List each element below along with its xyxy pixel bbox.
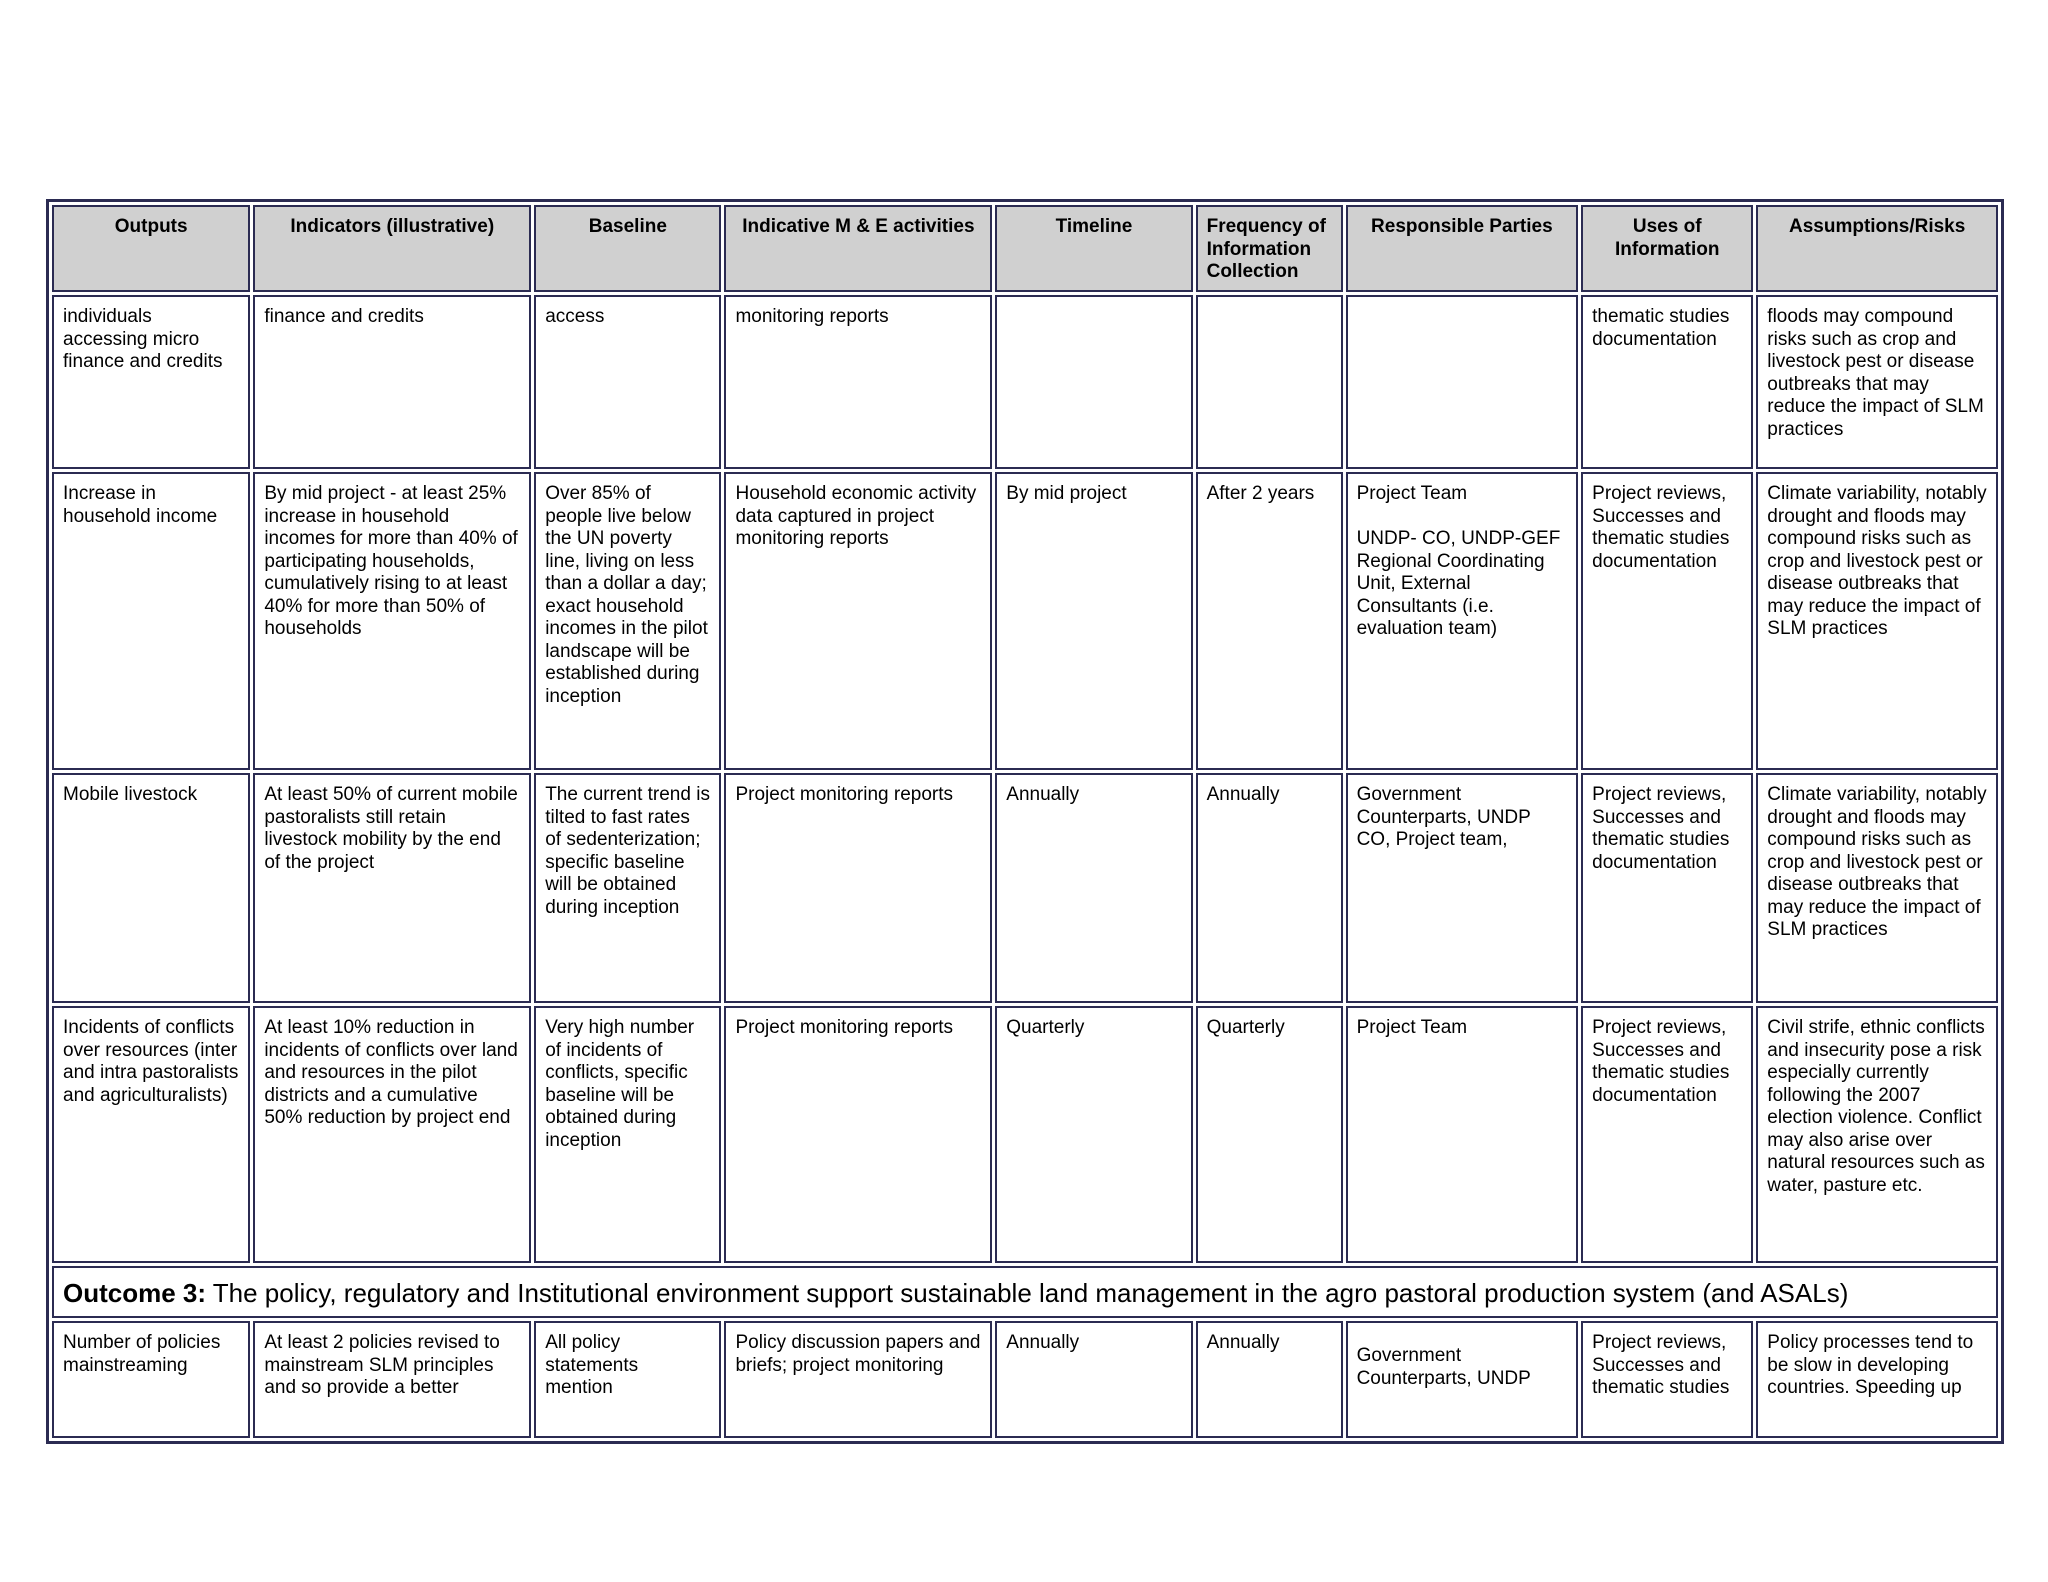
header-indicators: Indicators (illustrative) bbox=[253, 205, 531, 292]
header-uses-of-information: Uses of Information bbox=[1581, 205, 1753, 292]
cell-me-activity: Project monitoring reports bbox=[724, 773, 992, 1003]
cell-output: Number of policies mainstreaming bbox=[52, 1321, 250, 1438]
cell-me-activity: Household economic activity data captured in project monitoring reports bbox=[724, 472, 992, 770]
cell-indicator: finance and credits bbox=[253, 295, 531, 469]
outcome-cell bbox=[52, 1266, 1998, 1318]
header-baseline: Baseline bbox=[534, 205, 721, 292]
cell-me-activity: Policy discussion papers and briefs; project monitoring bbox=[724, 1321, 992, 1438]
cell-me-activity: Project monitoring reports bbox=[724, 1006, 992, 1263]
cell-me-activity: monitoring reports bbox=[724, 295, 992, 469]
cell-assumptions: floods may compound risks such as crop and livestock pest or disease outbreaks that may reduce the impact of SLM practices bbox=[1756, 295, 1998, 469]
outcome-label: Outcome 3: bbox=[63, 1278, 207, 1308]
table-row bbox=[52, 1321, 1998, 1438]
cell-output: Incidents of conflicts over resources (inter and intra pastoralists and agriculturalists) bbox=[52, 1006, 250, 1263]
header-timeline: Timeline bbox=[995, 205, 1192, 292]
cell-uses: Project reviews, Successes and thematic studies documentation bbox=[1581, 1006, 1753, 1263]
header-outputs: Outputs bbox=[52, 205, 250, 292]
monitoring-evaluation-table bbox=[46, 199, 2004, 1444]
header-me-activities: Indicative M & E activities bbox=[724, 205, 992, 292]
cell-indicator: At least 2 policies revised to mainstream SLM principles and so provide a better bbox=[253, 1321, 531, 1438]
cell-output: Increase in household income bbox=[52, 472, 250, 770]
outcome-row bbox=[52, 1266, 1998, 1318]
cell-indicator: At least 10% reduction in incidents of conflicts over land and resources in the pilot districts and a cumulative 50% reduction by project end bbox=[253, 1006, 531, 1263]
cell-timeline: Quarterly bbox=[995, 1006, 1192, 1263]
header-frequency: Frequency of Information Collection bbox=[1196, 205, 1343, 292]
table-row bbox=[52, 472, 1998, 770]
cell-assumptions: Policy processes tend to be slow in developing countries. Speeding up bbox=[1756, 1321, 1998, 1438]
cell-timeline: Annually bbox=[995, 773, 1192, 1003]
cell-timeline: Annually bbox=[995, 1321, 1192, 1438]
cell-responsible-parties bbox=[1346, 295, 1579, 469]
cell-assumptions: Civil strife, ethnic conflicts and insecurity pose a risk especially currently following the 2007 election violence. Conflict may also arise over natural resources such as water, pasture etc. bbox=[1756, 1006, 1998, 1263]
cell-responsible-parties: Project Team bbox=[1346, 1006, 1579, 1263]
cell-timeline: By mid project bbox=[995, 472, 1192, 770]
cell-baseline: Very high number of incidents of conflicts, specific baseline will be obtained during inception bbox=[534, 1006, 721, 1263]
cell-output: individuals accessing micro finance and credits bbox=[52, 295, 250, 469]
cell-responsible-parties: Government Counterparts, UNDP bbox=[1346, 1321, 1579, 1438]
cell-indicator: By mid project - at least 25% increase in household incomes for more than 40% of participating households, cumulatively rising to at least 40% for more than 50% of households bbox=[253, 472, 531, 770]
cell-uses: Project reviews, Successes and thematic studies documentation bbox=[1581, 472, 1753, 770]
outcome-text: The policy, regulatory and Institutional environment support sustainable land management in the agro pastoral production system (and ASALs) bbox=[206, 1278, 1849, 1308]
cell-output: Mobile livestock bbox=[52, 773, 250, 1003]
cell-uses: thematic studies documentation bbox=[1581, 295, 1753, 469]
cell-assumptions: Climate variability, notably drought and floods may compound risks such as crop and livestock pest or disease outbreaks that may reduce the impact of SLM practices bbox=[1756, 773, 1998, 1003]
cell-baseline: Over 85% of people live below the UN poverty line, living on less than a dollar a day; exact household incomes in the pilot landscape will be established during inception bbox=[534, 472, 721, 770]
header-responsible-parties: Responsible Parties bbox=[1346, 205, 1579, 292]
header-assumptions-risks: Assumptions/Risks bbox=[1756, 205, 1998, 292]
table-row bbox=[52, 295, 1998, 469]
cell-frequency bbox=[1196, 295, 1343, 469]
cell-assumptions: Climate variability, notably drought and floods may compound risks such as crop and livestock pest or disease outbreaks that may reduce the impact of SLM practices bbox=[1756, 472, 1998, 770]
cell-indicator: At least 50% of current mobile pastoralists still retain livestock mobility by the end of the project bbox=[253, 773, 531, 1003]
table-header-row bbox=[52, 205, 1998, 292]
cell-timeline bbox=[995, 295, 1192, 469]
cell-uses: Project reviews, Successes and thematic studies bbox=[1581, 1321, 1753, 1438]
cell-frequency: Quarterly bbox=[1196, 1006, 1343, 1263]
table-row bbox=[52, 1006, 1998, 1263]
cell-frequency: Annually bbox=[1196, 773, 1343, 1003]
cell-baseline: access bbox=[534, 295, 721, 469]
table-row bbox=[52, 773, 1998, 1003]
cell-baseline: All policy statements mention bbox=[534, 1321, 721, 1438]
cell-baseline: The current trend is tilted to fast rates of sedenterization; specific baseline will be obtained during inception bbox=[534, 773, 721, 1003]
cell-responsible-parties: Project Team UNDP- CO, UNDP-GEF Regional Coordinating Unit, External Consultants (i.e. evaluation team) bbox=[1346, 472, 1579, 770]
cell-frequency: After 2 years bbox=[1196, 472, 1343, 770]
cell-uses: Project reviews, Successes and thematic studies documentation bbox=[1581, 773, 1753, 1003]
cell-responsible-parties: Government Counterparts, UNDP CO, Project team, bbox=[1346, 773, 1579, 1003]
cell-frequency: Annually bbox=[1196, 1321, 1343, 1438]
